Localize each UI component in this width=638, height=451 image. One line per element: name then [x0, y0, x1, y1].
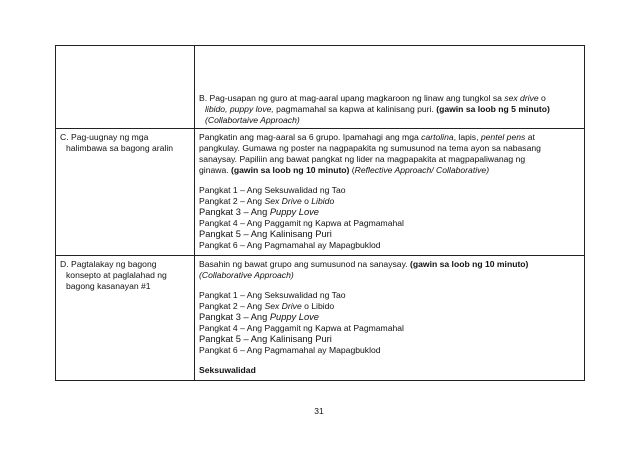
- group-item: [199, 312, 580, 323]
- text: Pangkat 6 – Ang Pagmamahal ay Mapagbuklod: [199, 240, 381, 250]
- text: ginawa.: [199, 165, 232, 175]
- text: at: [525, 132, 535, 142]
- row-label: [60, 259, 190, 292]
- row-label-cell: [56, 129, 195, 256]
- table-row: [56, 256, 585, 381]
- instruction-paragraph: [199, 132, 580, 176]
- group-item: [199, 301, 580, 312]
- label-line: konsepto at paglalahad ng: [66, 270, 167, 280]
- lesson-plan-table: [55, 45, 585, 381]
- group-item: [199, 229, 580, 240]
- italic-text: Libido: [311, 196, 335, 206]
- group-item: [199, 207, 580, 218]
- text: Pangkat 1 – Ang Seksuwalidad ng Tao: [199, 185, 346, 195]
- row-label-cell: [56, 46, 195, 129]
- approach-note: (Collaborative Approach): [199, 270, 294, 280]
- text: Pangkat 3 – Ang: [199, 207, 270, 217]
- italic-text: Sex Drive: [264, 301, 302, 311]
- time-note: (gawin sa loob ng 10 minuto): [231, 165, 350, 175]
- paragraph-b: [199, 93, 580, 126]
- italic-text: Sex Drive: [264, 196, 302, 206]
- group-item: [199, 290, 580, 301]
- text: Pangkat 5 – Ang Kalinisang Puri: [199, 334, 332, 344]
- text: Basahin ng bawat grupo ang sumusunod na sanaysay.: [199, 259, 411, 269]
- text: o Libido: [301, 301, 335, 311]
- time-note: (gawin sa loob ng 10 minuto): [410, 259, 529, 269]
- indented-line: [199, 104, 580, 115]
- group-list: [199, 290, 580, 356]
- row-label-cell: [56, 256, 195, 381]
- label-line: D. Pagtalakay ng bagong: [60, 259, 157, 269]
- table-row: [56, 46, 585, 129]
- table-row: [56, 129, 585, 256]
- section-heading: Seksuwalidad: [199, 365, 256, 375]
- text: Pangkat 3 – Ang: [199, 312, 270, 322]
- page-number: 31: [314, 406, 324, 416]
- text: o: [538, 93, 546, 103]
- row-content-cell: [195, 256, 585, 381]
- time-note: (gawin sa loob ng 5 minuto): [436, 104, 550, 114]
- text: sanaysay. Papiliin ang bawat pangkat ng lider na magpapakita at magpapaliwanag ng: [199, 154, 526, 164]
- italic-text: Puppy Love: [269, 312, 319, 322]
- italic-text: sex drive: [504, 93, 539, 103]
- indented-line: [199, 115, 580, 126]
- italic-text: pentel pens: [480, 132, 526, 142]
- text: Pangkat 1 – Ang Seksuwalidad ng Tao: [199, 290, 346, 300]
- group-item: [199, 334, 580, 345]
- text: Pangkat 6 – Ang Pagmamahal ay Mapagbuklod: [199, 345, 381, 355]
- text: B. Pag-usapan ng guro at mag-aaral upang magkaroon ng linaw ang tungkol sa: [199, 93, 505, 103]
- group-item: [199, 196, 580, 207]
- row-content-cell: [195, 46, 585, 129]
- text: Pangkat 5 – Ang Kalinisang Puri: [199, 229, 332, 239]
- group-item: [199, 323, 580, 334]
- text: pagmamahal sa kapwa at kalinisang puri.: [273, 104, 437, 114]
- text: Pangkat 2 – Ang: [199, 301, 265, 311]
- italic-text: Puppy Love: [269, 207, 319, 217]
- group-item: [199, 218, 580, 229]
- instruction-paragraph: [199, 259, 580, 281]
- group-list: [199, 185, 580, 251]
- text: (: [349, 165, 355, 175]
- text: Pangkat 4 – Ang Paggamit ng Kapwa at Pagmamahal: [199, 218, 404, 228]
- label-line: C. Pag-uugnay ng mga: [60, 132, 149, 142]
- label-line: bagong kasanayan #1: [66, 281, 151, 291]
- italic-text: cartolina: [421, 132, 454, 142]
- text: o: [301, 196, 312, 206]
- text: Pangkatin ang mag-aaral sa 6 grupo. Ipamahagi ang mga: [199, 132, 422, 142]
- text: pangkulay. Gumawa ng poster na nagpapakita ng sumusunod na tema ayon sa nabasang: [199, 143, 541, 153]
- italic-text: libido, puppy love,: [205, 104, 274, 114]
- approach-note: Reflective Approach/ Collaborative): [354, 165, 490, 175]
- label-line: halimbawa sa bagong aralin: [66, 143, 174, 153]
- text: Pangkat 4 – Ang Paggamit ng Kapwa at Pagmamahal: [199, 323, 404, 333]
- row-label: [60, 132, 190, 154]
- approach-note: (Collabortaive Approach): [205, 115, 300, 125]
- group-item: [199, 185, 580, 196]
- text: , lapis,: [453, 132, 481, 142]
- text: Pangkat 2 – Ang: [199, 196, 265, 206]
- group-item: [199, 240, 580, 251]
- group-item: [199, 345, 580, 356]
- row-content-cell: [195, 129, 585, 256]
